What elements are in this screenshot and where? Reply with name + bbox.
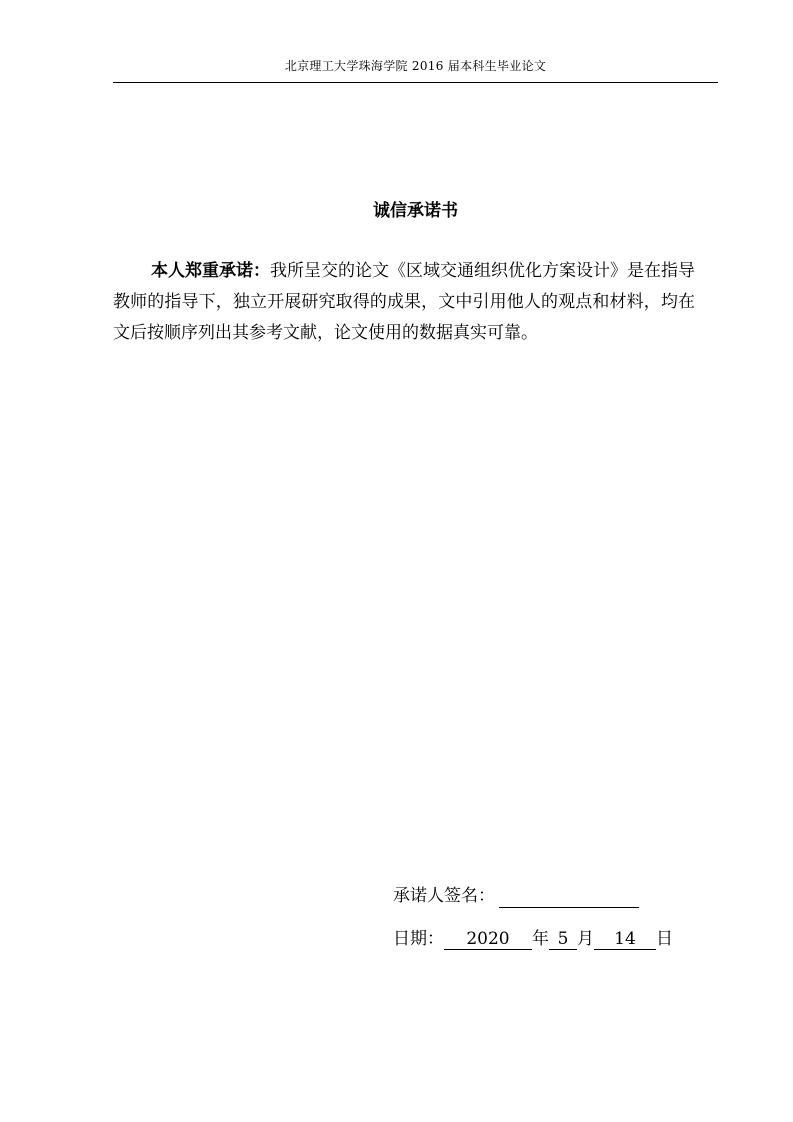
date-row xyxy=(393,927,673,951)
signature-label: 承诺人签名： xyxy=(393,886,495,906)
signature-row xyxy=(393,884,639,908)
date-month-unit: 月 xyxy=(577,929,594,949)
statement-paragraph xyxy=(113,256,695,349)
date-year-unit: 年 xyxy=(532,929,549,949)
document-title: 诚信承诺书 xyxy=(373,201,458,221)
date-day-unit: 日 xyxy=(656,929,673,949)
header-text: 北京理工大学珠海学院 2016 届本科生毕业论文 xyxy=(284,59,547,73)
date-label: 日期： xyxy=(393,929,444,949)
statement-lead: 本人郑重承诺： xyxy=(151,261,270,281)
signature-line xyxy=(499,887,639,908)
statement-body: 我所呈交的论文《区域交通组织优化方案设计》是在指导教师的指导下，独立开展研究取得的成果，文中引用他人的观点和材料，均在文后按顺序列出其参考文献，论文使用的数据真实可靠。 xyxy=(113,261,695,343)
date-year-field: 2020 xyxy=(444,929,532,950)
date-month-field: 5 xyxy=(549,929,577,950)
page-header xyxy=(113,54,718,83)
date-day-field: 14 xyxy=(594,929,656,950)
